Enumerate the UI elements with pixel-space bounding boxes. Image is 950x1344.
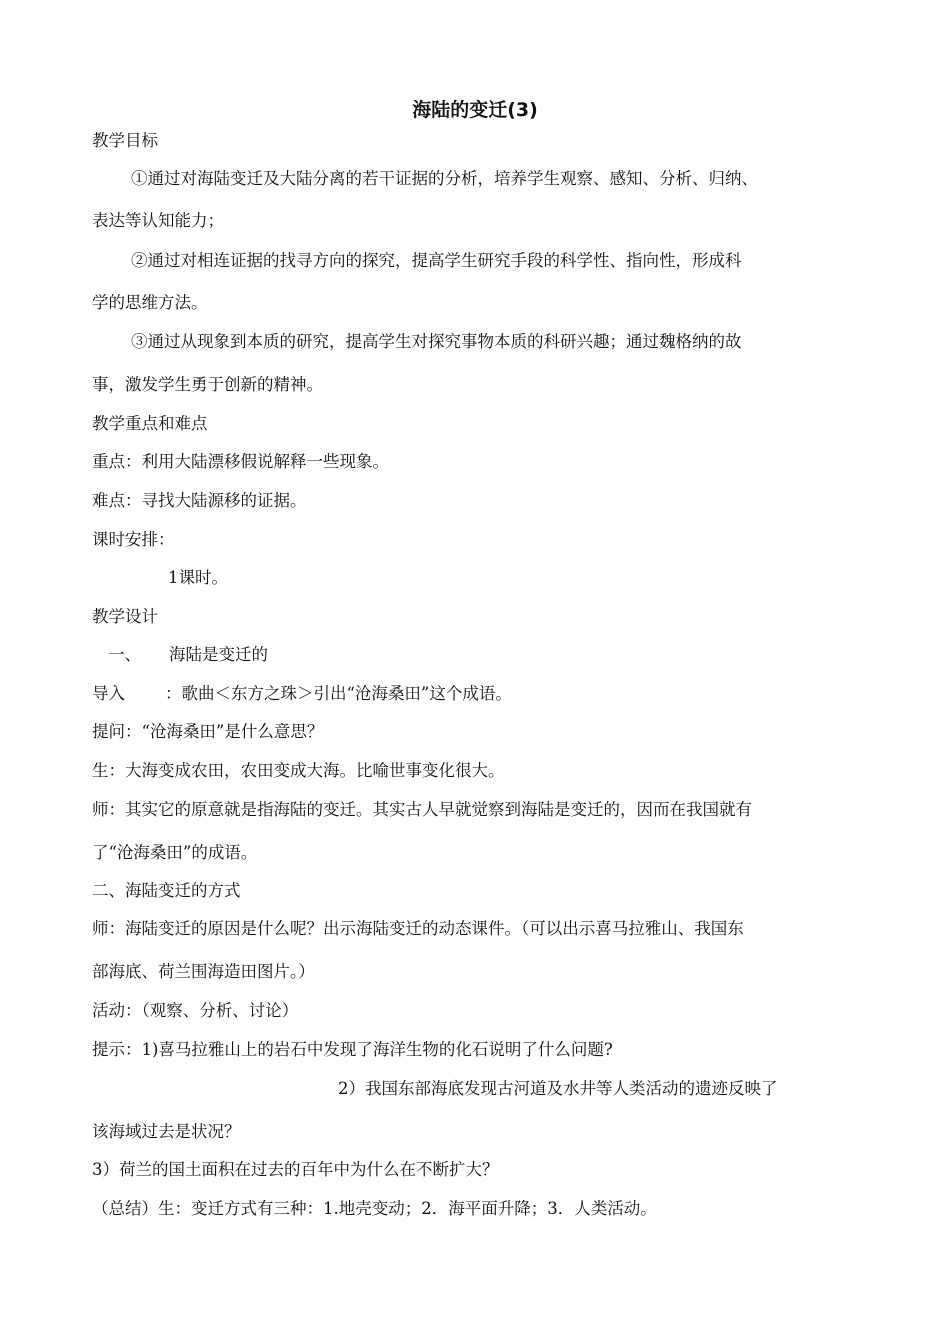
schedule-heading: 课时安排： [92, 530, 175, 549]
section-1-number: 一、 [108, 645, 141, 664]
summary-line: （总结）生：变迁方式有三种：1.地壳变动；2．海平面升降；3．人类活动。 [92, 1199, 657, 1218]
objective-3-line-1: ③通过从现象到本质的研究，提高学生对探究事物本质的科研兴趣；通过魏格纳的故 [131, 332, 742, 351]
objective-3-line-2: 事，激发学生勇于创新的精神。 [92, 375, 323, 394]
difficulty-text: 难点：寻找大陆源移的证据。 [92, 491, 307, 510]
keypoints-heading: 教学重点和难点 [92, 414, 208, 433]
teacher-line-1: 师：其实它的原意就是指海陆的变迁。其实古人早就觉察到海陆是变迁的，因而在我国就有 [92, 800, 752, 819]
intro-line [92, 683, 512, 705]
keypoint-text: 重点：利用大陆漂移假说解释一些现象。 [92, 452, 389, 471]
objective-1-line-1: ①通过对海陆变迁及大陆分离的若干证据的分析，培养学生观察、感知、分析、归纳、 [131, 169, 758, 188]
teacher2-line-2: 部海底、荷兰围海造田图片。） [92, 962, 315, 981]
design-heading: 教学设计 [92, 607, 158, 626]
objective-2-line-2: 学的思维方法。 [92, 293, 208, 312]
section-1-heading [108, 644, 268, 666]
student-answer: 生：大海变成农田，农田变成大海。比喻世事变化很大。 [92, 761, 505, 780]
hint-2-line-2: 该海域过去是状况？ [92, 1122, 241, 1141]
teacher-line-2: 了“沧海桑田”的成语。 [92, 843, 258, 862]
intro-label: 导入 [92, 684, 125, 703]
section-1-title: 海陆是变迁的 [169, 645, 268, 664]
objective-1-line-2: 表达等认知能力； [92, 211, 224, 230]
schedule-value: 1课时。 [168, 568, 228, 587]
activity-line: 活动：（观察、分析、讨论） [92, 1001, 299, 1020]
intro-text: ：歌曲＜东方之珠＞引出“沧海桑田”这个成语。 [165, 684, 512, 703]
page-title: 海陆的变迁(3) [412, 99, 538, 121]
question-line: 提问：“沧海桑田”是什么意思？ [92, 722, 324, 741]
section-2-heading: 二、海陆变迁的方式 [92, 881, 241, 900]
hint-3: 3）荷兰的国土面积在过去的百年中为什么在不断扩大？ [92, 1160, 499, 1179]
hint-2-line-1: 2）我国东部海底发现古河道及水井等人类活动的遗迹反映了 [338, 1079, 778, 1098]
teacher2-line-1: 师：海陆变迁的原因是什么呢？出示海陆变迁的动态课件。（可以出示喜马拉雅山、我国东 [92, 919, 744, 938]
objective-2-line-1: ②通过对相连证据的找寻方向的探究，提高学生研究手段的科学性、指向性，形成科 [131, 251, 742, 270]
objectives-heading: 教学目标 [92, 131, 158, 150]
hint-1: 提示：1)喜马拉雅山上的岩石中发现了海洋生物的化石说明了什么问题? [92, 1040, 613, 1059]
